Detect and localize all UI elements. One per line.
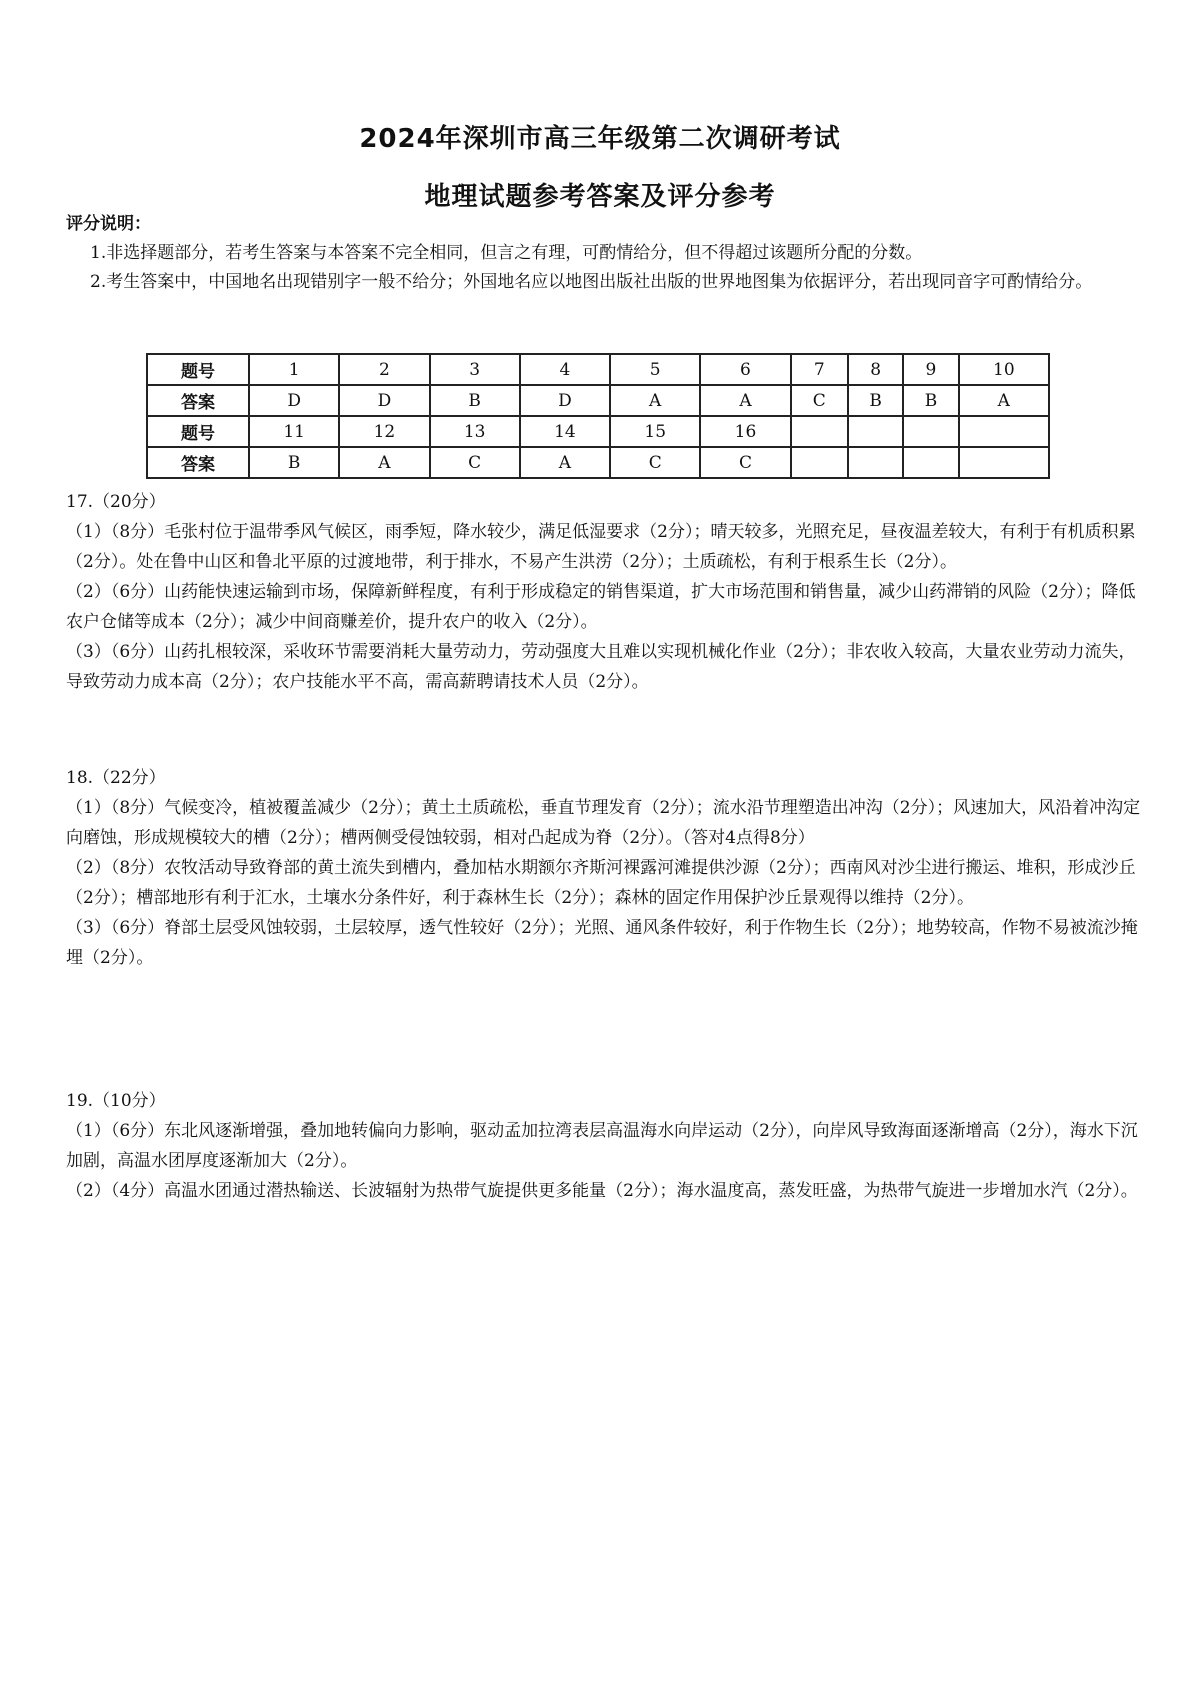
table-row-answers-2	[147, 447, 1049, 478]
question-18-part-3: （3）（6分）脊部土层受风蚀较弱，土层较厚，透气性较好（2分）；光照、通风条件较好，利于作物生长（2分）；地势较高，作物不易被流沙掩埋（2分）。	[66, 918, 1138, 968]
question-19-heading: 19.（10分）	[66, 1091, 166, 1111]
table-cell	[959, 447, 1049, 478]
table-cell: C	[700, 447, 790, 478]
question-18-part-2: （2）（8分）农牧活动导致脊部的黄土流失到槽内，叠加枯水期额尔齐斯河裸露河滩提供沙源（2分）；西南风对沙尘进行搬运、堆积，形成沙丘（2分）；槽部地形有利于汇水，土壤水分条件好，利于森林生长（2分）；森林的固定作用保护沙丘景观得以维持（2分）。	[66, 858, 1136, 908]
question-18-part-1: （1）（8分）气候变冷，植被覆盖减少（2分）；黄土土质疏松，垂直节理发育（2分）；流水沿节理塑造出冲沟（2分）；风速加大，风沿着冲沟定向磨蚀，形成规模较大的槽（2分）；槽两侧受侵蚀较弱，相对凸起成为脊（2分）。（答对4点得8分）	[66, 798, 1141, 848]
question-number-label: 题号	[147, 416, 249, 447]
table-cell	[848, 416, 903, 447]
scoring-rule-1: 1.非选择题部分，若考生答案与本答案不完全相同，但言之有理，可酌情给分，但不得超过该题所分配的分数。	[90, 243, 923, 263]
table-cell: A	[520, 447, 610, 478]
table-cell: 6	[700, 354, 790, 385]
question-18-heading: 18.（22分）	[66, 768, 166, 788]
table-cell: A	[339, 447, 429, 478]
table-cell	[903, 416, 958, 447]
question-17-part-1: （1）（8分）毛张村位于温带季风气候区，雨季短，降水较少，满足低湿要求（2分）；晴天较多，光照充足，昼夜温差较大，有利于有机质积累（2分）。处在鲁中山区和鲁北平原的过渡地带，利于排水，不易产生洪涝（2分）；土质疏松，有利于根系生长（2分）。	[66, 522, 1136, 572]
scoring-notes	[66, 210, 1146, 297]
question-17-part-3: （3）（6分）山药扎根较深，采收环节需要消耗大量劳动力，劳动强度大且难以实现机械化作业（2分）；非农收入较高，大量农业劳动力流失，导致劳动力成本高（2分）；农户技能水平不高，需高薪聘请技术人员（2分）。	[66, 642, 1136, 692]
table-cell: 1	[249, 354, 339, 385]
question-19-answer	[66, 1086, 1146, 1206]
question-19-part-1: （1）（6分）东北风逐渐增强，叠加地转偏向力影响，驱动孟加拉湾表层高温海水向岸运动（2分），向岸风导致海面逐渐增高（2分），海水下沉加剧，高温水团厚度逐渐加大（2分）。	[66, 1121, 1138, 1171]
question-number-label: 题号	[147, 354, 249, 385]
table-cell: 14	[520, 416, 610, 447]
table-cell: 9	[903, 354, 958, 385]
question-17-part-2: （2）（6分）山药能快速运输到市场，保障新鲜程度，有利于形成稳定的销售渠道，扩大市场范围和销售量，减少山药滞销的风险（2分）；降低农户仓储等成本（2分）；减少中间商赚差价，提升农户的收入（2分）。	[66, 582, 1136, 632]
question-17-answer	[66, 487, 1146, 697]
table-row-question-numbers-1	[147, 354, 1049, 385]
table-cell: 16	[700, 416, 790, 447]
table-cell: C	[430, 447, 520, 478]
table-cell: 5	[610, 354, 700, 385]
question-18-answer	[66, 763, 1146, 973]
table-cell: B	[249, 447, 339, 478]
answer-label: 答案	[147, 447, 249, 478]
table-cell: 10	[959, 354, 1049, 385]
table-cell: D	[520, 385, 610, 416]
answer-label: 答案	[147, 385, 249, 416]
table-cell: 3	[430, 354, 520, 385]
table-cell: 11	[249, 416, 339, 447]
table-cell: 13	[430, 416, 520, 447]
table-cell: 8	[848, 354, 903, 385]
exam-title: 2024年深圳市高三年级第二次调研考试	[359, 124, 841, 154]
scoring-heading: 评分说明：	[66, 214, 151, 234]
exam-subtitle: 地理试题参考答案及评分参考	[424, 182, 776, 212]
table-cell: A	[610, 385, 700, 416]
table-cell: D	[249, 385, 339, 416]
table-cell	[848, 447, 903, 478]
table-cell: B	[848, 385, 903, 416]
answer-table	[146, 353, 1050, 479]
table-cell: B	[903, 385, 958, 416]
table-cell: C	[791, 385, 848, 416]
question-17-heading: 17.（20分）	[66, 492, 166, 512]
question-19-part-2: （2）（4分）高温水团通过潜热输送、长波辐射为热带气旋提供更多能量（2分）；海水温度高，蒸发旺盛，为热带气旋进一步增加水汽（2分）。	[66, 1181, 1138, 1201]
table-cell: A	[700, 385, 790, 416]
table-cell	[959, 416, 1049, 447]
scoring-rule-2: 2.考生答案中，中国地名出现错别字一般不给分；外国地名应以地图出版社出版的世界地图集为依据评分，若出现同音字可酌情给分。	[90, 272, 1093, 292]
table-cell	[791, 416, 848, 447]
table-cell: 7	[791, 354, 848, 385]
table-cell: 12	[339, 416, 429, 447]
table-cell: C	[610, 447, 700, 478]
table-row-answers-1	[147, 385, 1049, 416]
table-cell	[903, 447, 958, 478]
table-cell: A	[959, 385, 1049, 416]
table-cell: 2	[339, 354, 429, 385]
table-cell	[791, 447, 848, 478]
table-cell: 15	[610, 416, 700, 447]
table-cell: D	[339, 385, 429, 416]
table-cell: 4	[520, 354, 610, 385]
table-row-question-numbers-2	[147, 416, 1049, 447]
table-cell: B	[430, 385, 520, 416]
